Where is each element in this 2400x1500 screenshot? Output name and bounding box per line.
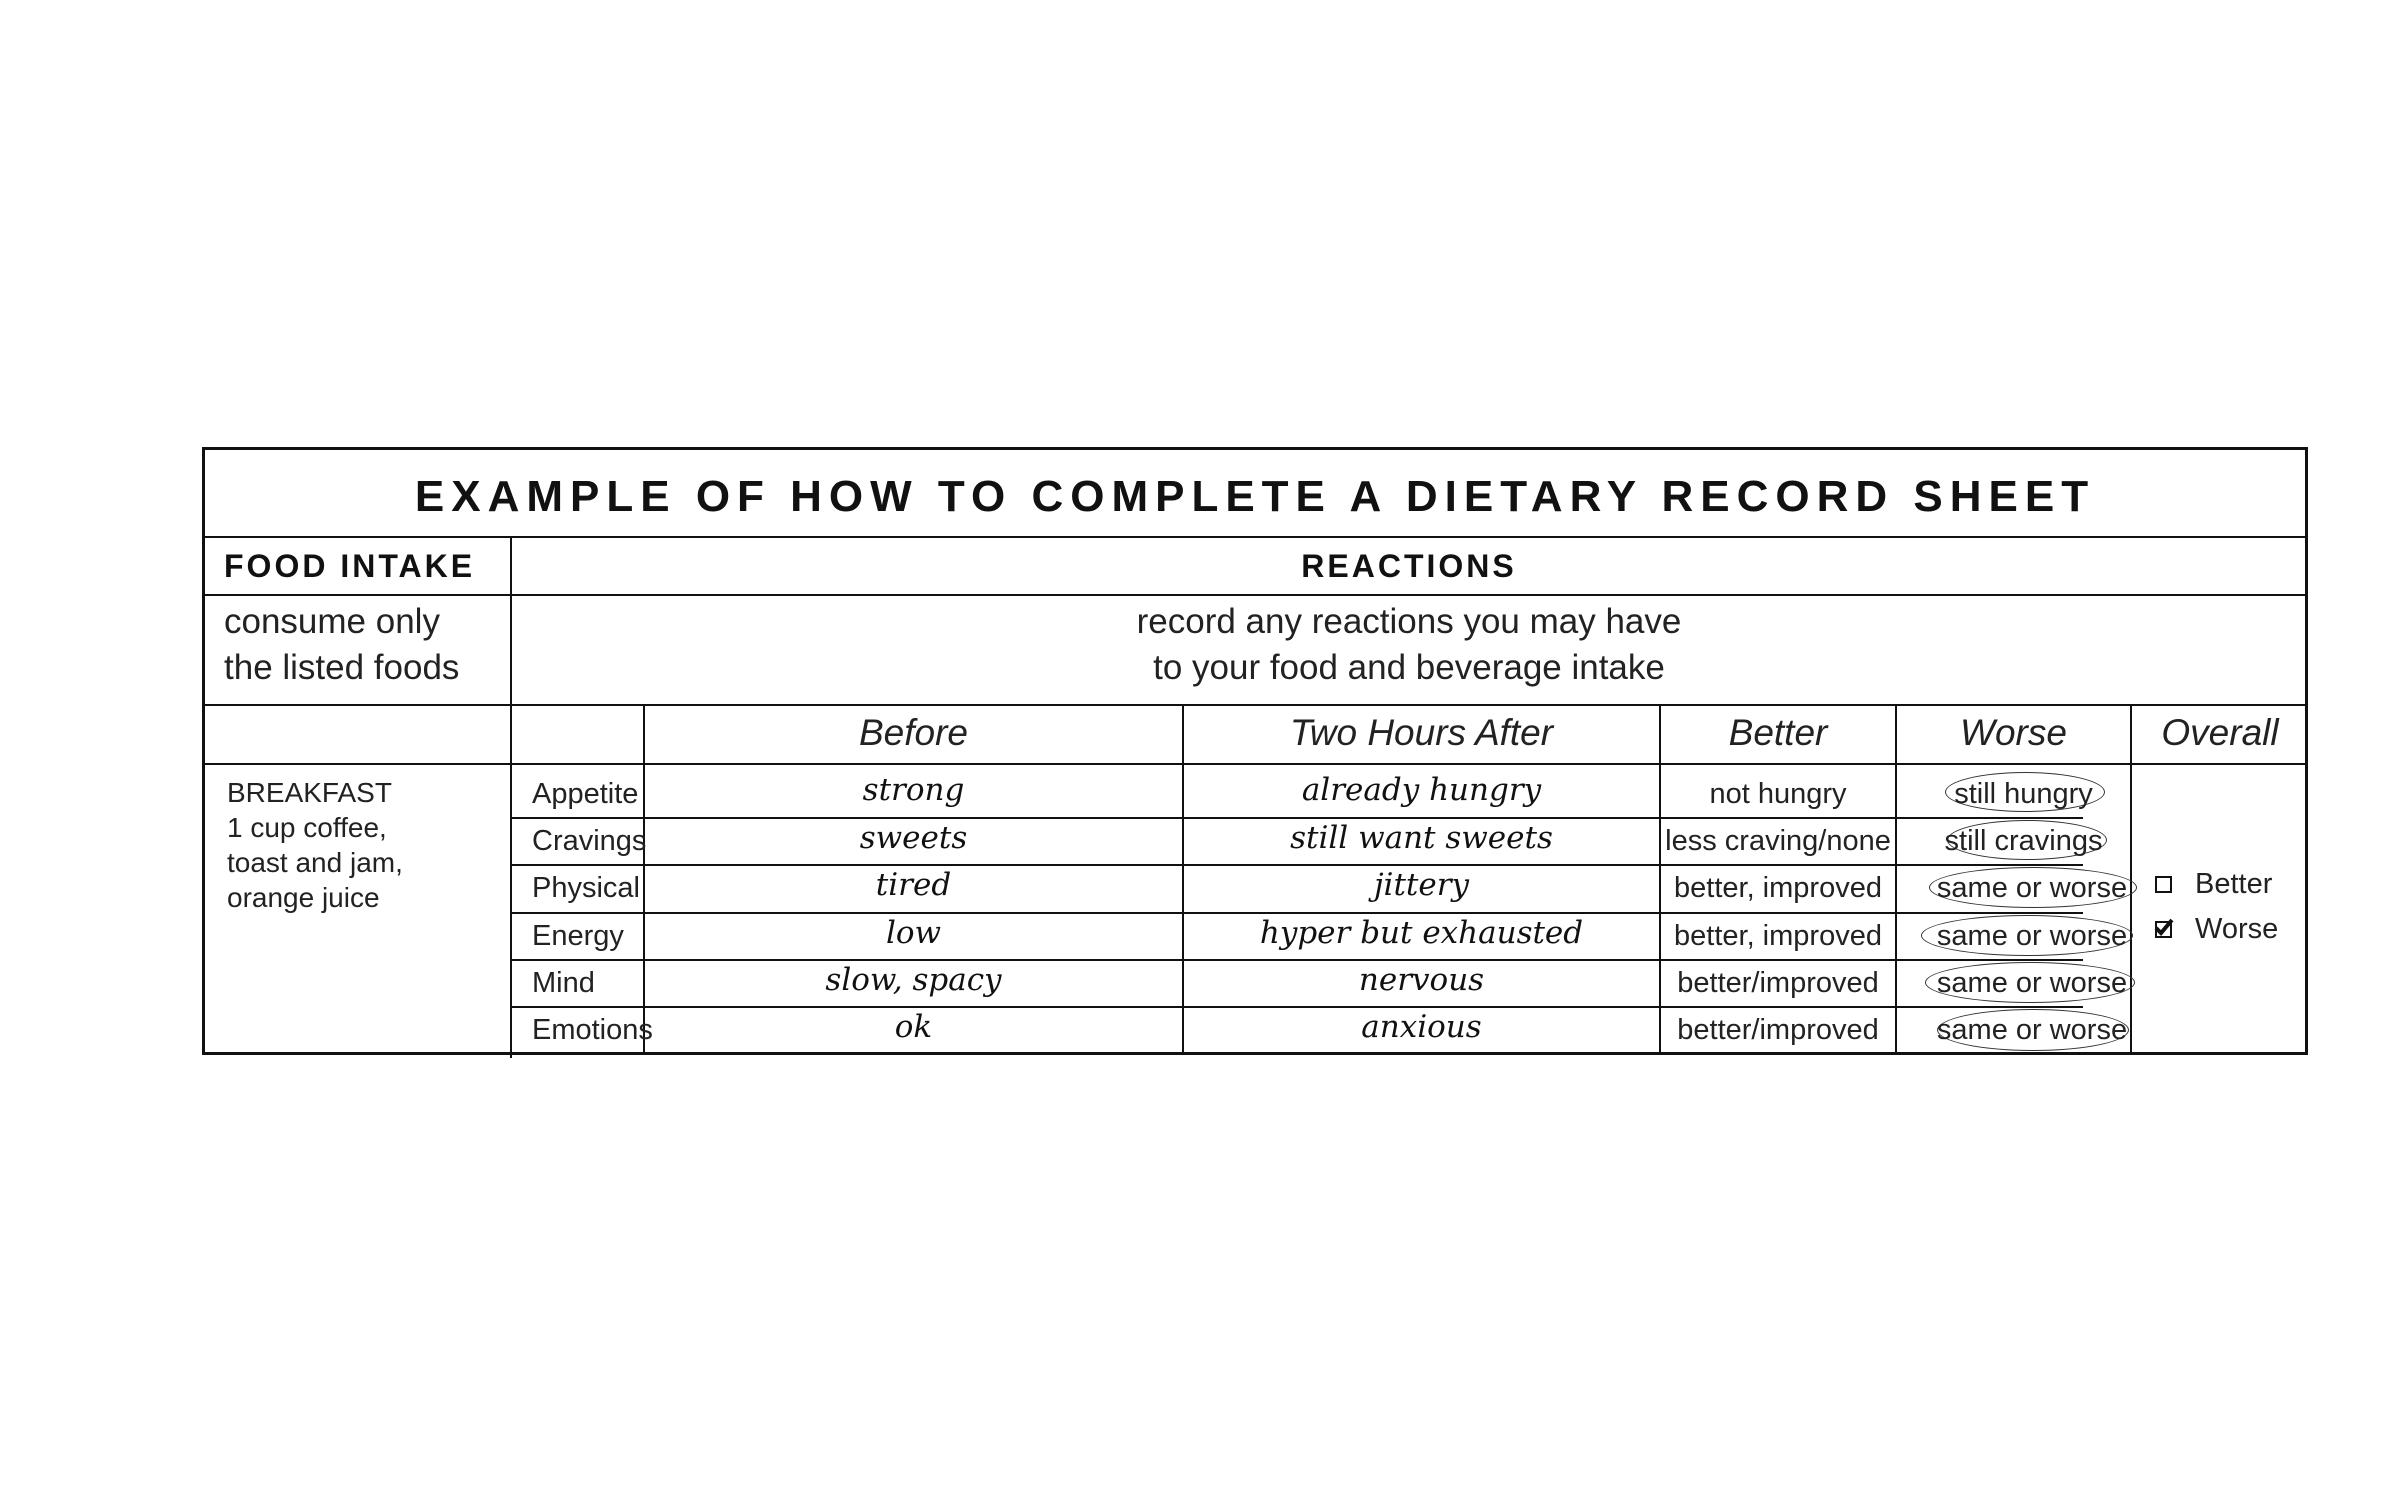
overall-better-label: Better <box>2195 868 2273 900</box>
after-entry: already hungry <box>1301 772 1542 808</box>
column-header-better: Better <box>1728 712 1828 753</box>
column-header-overall: Overall <box>2161 712 2279 753</box>
meal-name: BREAKFAST <box>227 777 392 808</box>
better-option: better/improved <box>1677 967 1879 999</box>
before-entry: slow, spacy <box>825 962 1002 998</box>
dietary-record-sheet <box>202 447 2308 1055</box>
row-label: Cravings <box>532 825 647 857</box>
after-entry: still want sweets <box>1290 820 1553 856</box>
better-option: less craving/none <box>1665 825 1891 857</box>
food-instruction-line-1: consume only <box>224 602 440 641</box>
divider <box>510 959 2083 961</box>
divider <box>205 763 2305 765</box>
meal-item: toast and jam, <box>227 847 403 878</box>
meal-item: 1 cup coffee, <box>227 812 387 843</box>
before-entry: tired <box>875 867 952 903</box>
meal-item: orange juice <box>227 882 380 913</box>
worse-option: still hungry <box>1954 778 2093 810</box>
worse-option: same or worse <box>1936 1014 2128 1046</box>
row-label: Appetite <box>532 778 639 810</box>
overall-better-checkbox[interactable] <box>2155 876 2172 893</box>
overall-worse-label: Worse <box>2195 913 2279 945</box>
reactions-instruction-line-1: record any reactions you may have <box>1136 602 1682 641</box>
divider <box>510 817 2083 819</box>
row-label: Physical <box>532 872 640 904</box>
before-entry: low <box>885 915 942 951</box>
divider <box>510 864 2083 866</box>
better-option: better, improved <box>1674 920 1882 952</box>
row-label: Mind <box>532 967 595 999</box>
better-option: better/improved <box>1677 1014 1879 1046</box>
after-entry: anxious <box>1361 1009 1482 1045</box>
worse-option: same or worse <box>1936 872 2128 904</box>
reactions-instruction-line-2: to your food and beverage intake <box>1153 648 1665 687</box>
better-option: better, improved <box>1674 872 1882 904</box>
worse-option: same or worse <box>1936 920 2128 952</box>
divider <box>510 1006 2083 1008</box>
divider <box>205 594 2305 596</box>
before-entry: ok <box>894 1009 933 1045</box>
after-entry: jittery <box>1373 867 1470 903</box>
worse-option: still cravings <box>1944 825 2103 857</box>
column-header-two-hours-after: Two Hours After <box>1289 712 1554 753</box>
divider <box>205 704 2305 706</box>
reactions-header: REACTIONS <box>1301 548 1517 584</box>
row-label: Energy <box>532 920 624 952</box>
checkmark-icon <box>2154 918 2174 938</box>
after-entry: nervous <box>1358 962 1485 998</box>
before-entry: strong <box>862 772 965 808</box>
column-header-before: Before <box>858 712 968 753</box>
overall-worse-checkbox[interactable] <box>2155 921 2172 938</box>
divider <box>510 912 2083 914</box>
divider <box>205 536 2305 538</box>
before-entry: sweets <box>859 820 968 856</box>
column-header-worse: Worse <box>1960 712 2067 753</box>
food-intake-header: FOOD INTAKE <box>224 548 476 584</box>
after-entry: hyper but exhausted <box>1259 915 1584 951</box>
sheet-title: EXAMPLE OF HOW TO COMPLETE A DIETARY RECORD SHEET <box>414 472 2096 521</box>
better-option: not hungry <box>1709 778 1847 810</box>
row-label: Emotions <box>532 1014 653 1046</box>
worse-option: same or worse <box>1936 967 2128 999</box>
food-instruction-line-2: the listed foods <box>224 648 460 687</box>
